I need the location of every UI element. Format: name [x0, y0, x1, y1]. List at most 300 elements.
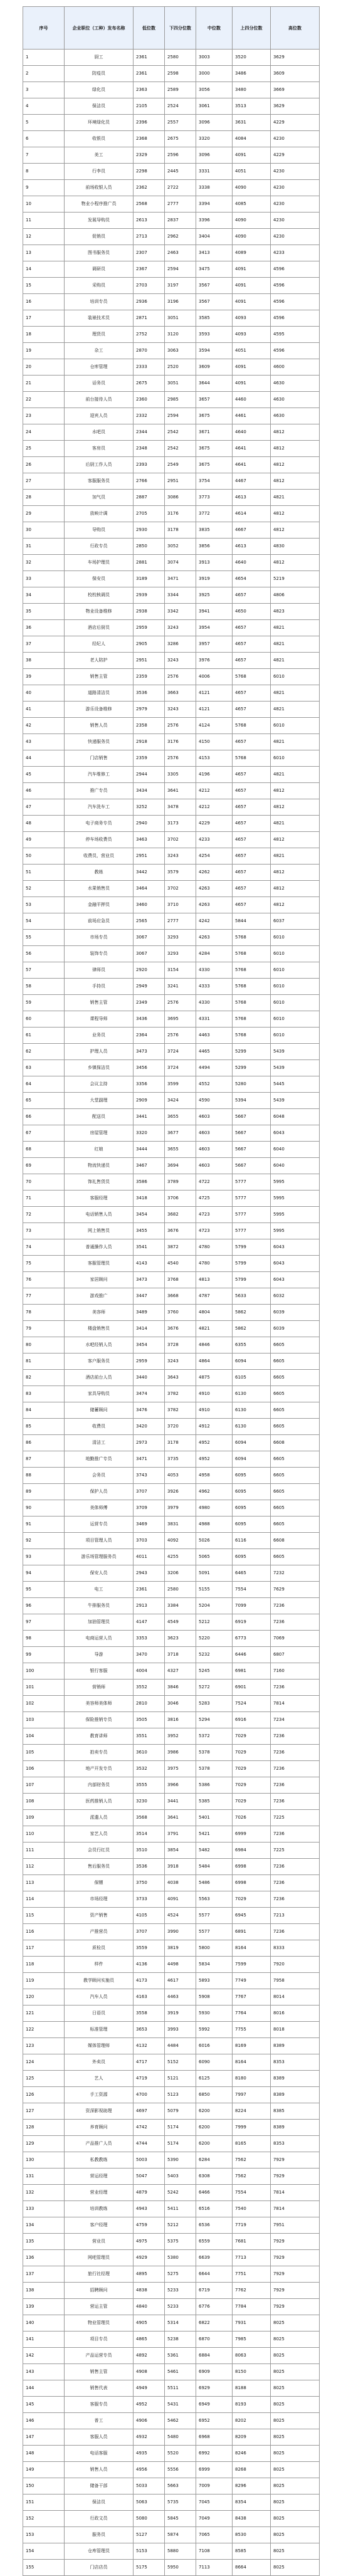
cell-lower-quartile: 5874 — [165, 2527, 196, 2543]
table-row — [23, 1451, 320, 1468]
cell-median: 4813 — [196, 1272, 233, 1288]
cell-serial: 58 — [23, 979, 65, 995]
cell-upper-quartile: 4051 — [233, 343, 271, 359]
cell-low: 2359 — [134, 750, 165, 767]
cell-median: 7108 — [196, 2543, 233, 2560]
cell-low: 3476 — [134, 1402, 165, 1419]
cell-lower-quartile: 3243 — [165, 1354, 196, 1370]
cell-serial: 90 — [23, 1500, 65, 1517]
table-row — [23, 2380, 320, 2397]
cell-median: 4196 — [196, 767, 233, 783]
cell-job-title: 客户服务员 — [65, 1354, 134, 1370]
table-row — [23, 1158, 320, 1174]
cell-lower-quartile: 3710 — [165, 897, 196, 913]
cell-serial: 148 — [23, 2446, 65, 2462]
cell-upper-quartile: 4093 — [233, 327, 271, 343]
cell-lower-quartile: 3676 — [165, 1223, 196, 1239]
cell-job-title: 房屋管理 — [65, 1125, 134, 1142]
cell-low: 2361 — [134, 50, 165, 66]
cell-lower-quartile: 3243 — [165, 620, 196, 636]
cell-job-title: 装饰专员 — [65, 946, 134, 962]
cell-low: 3558 — [134, 2006, 165, 2022]
cell-high: 4596 — [271, 310, 320, 327]
cell-median: 5294 — [196, 1712, 233, 1728]
cell-low: 3473 — [134, 1272, 165, 1288]
cell-serial: 116 — [23, 1924, 65, 1940]
cell-low: 4840 — [134, 2299, 165, 2315]
cell-lower-quartile: 3694 — [165, 1158, 196, 1174]
cell-lower-quartile: 3074 — [165, 555, 196, 571]
cell-lower-quartile: 2576 — [165, 669, 196, 685]
cell-lower-quartile: 2580 — [165, 50, 196, 66]
cell-serial: 146 — [23, 2413, 65, 2429]
cell-job-title: 水吧员 — [65, 424, 134, 441]
table-row — [23, 1696, 320, 1712]
cell-job-title: 经纪人 — [65, 636, 134, 653]
cell-low: 2979 — [134, 702, 165, 718]
cell-job-title: 家艺人员 — [65, 1826, 134, 1843]
cell-median: 4153 — [196, 750, 233, 767]
cell-high: 5439 — [271, 1093, 320, 1109]
cell-job-title: 物流快递员 — [65, 1158, 134, 1174]
cell-job-title: 销售代表 — [65, 2380, 134, 2397]
cell-job-title: 储蓄顾问 — [65, 1402, 134, 1419]
cell-serial: 23 — [23, 408, 65, 424]
cell-upper-quartile: 3631 — [233, 115, 271, 131]
cell-job-title: 课程导师 — [65, 1011, 134, 1028]
cell-median: 5155 — [196, 1582, 233, 1598]
cell-median: 4864 — [196, 1354, 233, 1370]
cell-median: 5232 — [196, 1647, 233, 1663]
cell-upper-quartile: 5799 — [233, 1272, 271, 1288]
cell-serial: 5 — [23, 115, 65, 131]
cell-low: 3610 — [134, 1745, 165, 1761]
cell-serial: 124 — [23, 2054, 65, 2071]
cell-upper-quartile: 4654 — [233, 571, 271, 587]
cell-high: 5995 — [271, 1191, 320, 1207]
cell-job-title: 保安人员 — [65, 1565, 134, 1582]
cell-low: 2752 — [134, 327, 165, 343]
cell-upper-quartile: 4093 — [233, 310, 271, 327]
cell-median: 4780 — [196, 1256, 233, 1272]
cell-lower-quartile: 5174 — [165, 2136, 196, 2152]
cell-lower-quartile: 2576 — [165, 750, 196, 767]
cell-median: 3754 — [196, 473, 233, 490]
cell-serial: 29 — [23, 506, 65, 522]
cell-upper-quartile: 8150 — [233, 2364, 271, 2380]
cell-high: 7160 — [271, 1663, 320, 1680]
cell-high: 7236 — [271, 1794, 320, 1810]
cell-median: 6516 — [196, 2201, 233, 2217]
cell-job-title: 地勤推广专员 — [65, 1451, 134, 1468]
cell-serial: 111 — [23, 1843, 65, 1859]
header-serial: 序号 — [23, 7, 65, 50]
cell-low: 4952 — [134, 2397, 165, 2413]
table-row — [23, 131, 320, 147]
cell-job-title: 汽车洗车工 — [65, 799, 134, 816]
cell-serial: 114 — [23, 1891, 65, 1908]
table-row — [23, 359, 320, 376]
cell-lower-quartile: 3178 — [165, 522, 196, 539]
cell-serial: 135 — [23, 2234, 65, 2250]
table-row — [23, 310, 320, 327]
cell-high: 7814 — [271, 1696, 320, 1712]
table-row — [23, 261, 320, 278]
cell-lower-quartile: 2598 — [165, 66, 196, 82]
cell-lower-quartile: 3789 — [165, 1174, 196, 1191]
cell-job-title: 仓库管理 — [65, 359, 134, 376]
cell-high: 7236 — [271, 1891, 320, 1908]
table-row — [23, 1044, 320, 1060]
table-row — [23, 1125, 320, 1142]
cell-upper-quartile: 5299 — [233, 1060, 271, 1076]
cell-upper-quartile: 4085 — [233, 196, 271, 213]
cell-lower-quartile: 5233 — [165, 2283, 196, 2299]
cell-high: 4821 — [271, 636, 320, 653]
cell-upper-quartile: 4613 — [233, 490, 271, 506]
cell-serial: 25 — [23, 441, 65, 457]
cell-high: 4821 — [271, 620, 320, 636]
cell-upper-quartile: 6094 — [233, 1451, 271, 1468]
cell-high: 5995 — [271, 1174, 320, 1191]
cell-job-title: 普工 — [65, 2413, 134, 2429]
table-row — [23, 865, 320, 881]
cell-low: 3555 — [134, 1777, 165, 1794]
cell-median: 4463 — [196, 1028, 233, 1044]
cell-low: 4742 — [134, 2120, 165, 2136]
cell-serial: 73 — [23, 1223, 65, 1239]
cell-low: 2881 — [134, 555, 165, 571]
table-row — [23, 2103, 320, 2120]
table-row — [23, 1060, 320, 1076]
cell-lower-quartile: 2596 — [165, 147, 196, 164]
cell-lower-quartile: 3305 — [165, 767, 196, 783]
cell-upper-quartile: 4613 — [233, 539, 271, 555]
cell-low: 4905 — [134, 2315, 165, 2332]
cell-low: 2348 — [134, 441, 165, 457]
cell-lower-quartile: 3643 — [165, 1370, 196, 1386]
cell-job-title: 教练 — [65, 865, 134, 881]
cell-median: 6822 — [196, 2315, 233, 2332]
cell-serial: 105 — [23, 1745, 65, 1761]
cell-job-title: 汽车维修工 — [65, 767, 134, 783]
table-row — [23, 1565, 320, 1582]
cell-serial: 127 — [23, 2103, 65, 2120]
table-row — [23, 2446, 320, 2462]
cell-job-title: 产推营员 — [65, 1924, 134, 1940]
cell-lower-quartile: 3718 — [165, 1647, 196, 1663]
cell-lower-quartile: 3831 — [165, 1517, 196, 1533]
cell-high: 4821 — [271, 816, 320, 832]
cell-job-title: 家居顾问 — [65, 1272, 134, 1288]
cell-job-title: 营业经理 — [65, 2185, 134, 2201]
cell-serial: 94 — [23, 1565, 65, 1582]
cell-low: 3067 — [134, 930, 165, 946]
table-row — [23, 2169, 320, 2185]
cell-high: 6010 — [271, 979, 320, 995]
cell-lower-quartile: 5174 — [165, 2120, 196, 2136]
cell-median: 4821 — [196, 1321, 233, 1337]
cell-serial: 99 — [23, 1647, 65, 1663]
table-row — [23, 98, 320, 115]
cell-low: 3442 — [134, 865, 165, 881]
cell-low: 2973 — [134, 1435, 165, 1451]
cell-serial: 52 — [23, 881, 65, 897]
cell-median: 4233 — [196, 832, 233, 848]
cell-median: 3061 — [196, 98, 233, 115]
cell-job-title: 保镖 — [65, 1875, 134, 1891]
cell-serial: 149 — [23, 2462, 65, 2478]
cell-low: 3434 — [134, 783, 165, 799]
cell-high: 7236 — [271, 1745, 320, 1761]
cell-lower-quartile: 2576 — [165, 995, 196, 1011]
cell-high: 4230 — [271, 180, 320, 196]
cell-job-title: 家具导购员 — [65, 1386, 134, 1402]
cell-job-title: 道路清洁员 — [65, 685, 134, 702]
cell-upper-quartile: 5768 — [233, 962, 271, 979]
cell-low: 2307 — [134, 245, 165, 261]
cell-job-title: 酒店前台人员 — [65, 1370, 134, 1386]
cell-upper-quartile: 4084 — [233, 131, 271, 147]
cell-serial: 109 — [23, 1810, 65, 1826]
cell-serial: 32 — [23, 555, 65, 571]
cell-median: 3976 — [196, 653, 233, 669]
table-row — [23, 1891, 320, 1908]
cell-lower-quartile: 2962 — [165, 229, 196, 245]
cell-job-title: 项目专员 — [65, 2332, 134, 2348]
cell-lower-quartile: 5663 — [165, 2478, 196, 2495]
table-row — [23, 50, 320, 66]
cell-lower-quartile: 3241 — [165, 979, 196, 995]
cell-median: 5372 — [196, 1728, 233, 1745]
cell-job-title: 发展导购员 — [65, 213, 134, 229]
table-row — [23, 1076, 320, 1093]
table-row — [23, 2332, 320, 2348]
cell-median: 5385 — [196, 1794, 233, 1810]
cell-median: 4262 — [196, 865, 233, 881]
cell-upper-quartile: 7562 — [233, 2152, 271, 2169]
cell-lower-quartile: 3063 — [165, 343, 196, 359]
table-row — [23, 604, 320, 620]
cell-serial: 60 — [23, 1011, 65, 1028]
cell-upper-quartile: 6916 — [233, 1712, 271, 1728]
cell-serial: 16 — [23, 294, 65, 310]
cell-serial: 68 — [23, 1142, 65, 1158]
cell-serial: 18 — [23, 327, 65, 343]
cell-high: 6032 — [271, 1288, 320, 1305]
cell-low: 4717 — [134, 2054, 165, 2071]
cell-low: 2909 — [134, 1093, 165, 1109]
cell-low: 3067 — [134, 946, 165, 962]
cell-job-title: 资产销售 — [65, 1908, 134, 1924]
cell-serial: 9 — [23, 180, 65, 196]
table-row — [23, 1011, 320, 1028]
cell-upper-quartile: 4090 — [233, 229, 271, 245]
cell-low: 3467 — [134, 1158, 165, 1174]
cell-upper-quartile: 4090 — [233, 180, 271, 196]
table-row — [23, 1663, 320, 1680]
cell-job-title: 培训教练 — [65, 2201, 134, 2217]
cell-low: 3454 — [134, 1207, 165, 1223]
table-row — [23, 1712, 320, 1728]
cell-high: 6010 — [271, 995, 320, 1011]
cell-lower-quartile: 2463 — [165, 245, 196, 261]
cell-low: 4975 — [134, 2234, 165, 2250]
cell-serial: 13 — [23, 245, 65, 261]
cell-high: 8025 — [271, 2364, 320, 2380]
cell-lower-quartile: 3641 — [165, 783, 196, 799]
cell-median: 4910 — [196, 1402, 233, 1419]
table-row — [23, 1484, 320, 1500]
cell-low: 3473 — [134, 1044, 165, 1060]
cell-low: 3709 — [134, 1500, 165, 1517]
cell-median: 3396 — [196, 213, 233, 229]
cell-job-title: 项目管理人员 — [65, 1533, 134, 1549]
cell-job-title: 产品运营专员 — [65, 2348, 134, 2364]
cell-low: 2951 — [134, 653, 165, 669]
cell-low: 3586 — [134, 1174, 165, 1191]
cell-lower-quartile: 3046 — [165, 1696, 196, 1712]
cell-high: 4812 — [271, 783, 320, 799]
cell-job-title: 售后服务员 — [65, 1859, 134, 1875]
cell-median: 6776 — [196, 2299, 233, 2315]
cell-lower-quartile: 2777 — [165, 913, 196, 930]
cell-serial: 126 — [23, 2087, 65, 2103]
cell-lower-quartile: 3478 — [165, 799, 196, 816]
table-row — [23, 2283, 320, 2299]
cell-serial: 46 — [23, 783, 65, 799]
cell-lower-quartile: 4484 — [165, 2038, 196, 2054]
cell-lower-quartile: 3918 — [165, 1859, 196, 1875]
table-row — [23, 457, 320, 473]
cell-high: 6605 — [271, 1370, 320, 1386]
cell-upper-quartile: 7751 — [233, 2266, 271, 2283]
table-row — [23, 1272, 320, 1288]
cell-lower-quartile: 3952 — [165, 1728, 196, 1745]
table-row — [23, 1517, 320, 1533]
cell-serial: 152 — [23, 2511, 65, 2527]
cell-median: 6992 — [196, 2446, 233, 2462]
cell-high: 8025 — [271, 2446, 320, 2462]
cell-median: 5245 — [196, 1663, 233, 1680]
cell-low: 2565 — [134, 913, 165, 930]
cell-low: 3189 — [134, 571, 165, 587]
cell-lower-quartile: 2594 — [165, 408, 196, 424]
cell-high: 4630 — [271, 392, 320, 408]
cell-high: 7236 — [271, 1777, 320, 1794]
cell-upper-quartile: 3513 — [233, 98, 271, 115]
cell-serial: 130 — [23, 2152, 65, 2169]
cell-serial: 70 — [23, 1174, 65, 1191]
cell-low: 2959 — [134, 1354, 165, 1370]
table-row — [23, 196, 320, 213]
cell-lower-quartile: 3975 — [165, 1761, 196, 1777]
cell-high: 6605 — [271, 1517, 320, 1533]
cell-lower-quartile: 5121 — [165, 2071, 196, 2087]
cell-upper-quartile: 4460 — [233, 392, 271, 408]
cell-high: 4596 — [271, 278, 320, 294]
cell-serial: 100 — [23, 1663, 65, 1680]
cell-median: 6090 — [196, 2054, 233, 2071]
cell-lower-quartile: 3197 — [165, 278, 196, 294]
cell-lower-quartile: 3724 — [165, 1044, 196, 1060]
cell-serial: 93 — [23, 1549, 65, 1565]
cell-job-title: 校校核调员 — [65, 587, 134, 604]
cell-median: 6999 — [196, 2462, 233, 2478]
cell-serial: 38 — [23, 653, 65, 669]
cell-serial: 91 — [23, 1517, 65, 1533]
cell-median: 5421 — [196, 1826, 233, 1843]
cell-median: 5386 — [196, 1777, 233, 1794]
cell-median: 5378 — [196, 1761, 233, 1777]
cell-low: 3441 — [134, 1109, 165, 1125]
cell-serial: 97 — [23, 1614, 65, 1631]
cell-lower-quartile: 2520 — [165, 359, 196, 376]
cell-median: 6200 — [196, 2136, 233, 2152]
cell-high: 4230 — [271, 229, 320, 245]
cell-job-title: 金融平押员 — [65, 897, 134, 913]
cell-lower-quartile: 3720 — [165, 1419, 196, 1435]
cell-median: 4722 — [196, 1174, 233, 1191]
cell-lower-quartile: 3342 — [165, 604, 196, 620]
cell-job-title: 教学顾问实施员 — [65, 1973, 134, 1989]
cell-low: 2333 — [134, 359, 165, 376]
cell-upper-quartile: 5777 — [233, 1174, 271, 1191]
cell-lower-quartile: 3623 — [165, 1631, 196, 1647]
cell-low: 4892 — [134, 2348, 165, 2364]
cell-low: 2359 — [134, 669, 165, 685]
cell-low: 2349 — [134, 995, 165, 1011]
cell-low: 4879 — [134, 2185, 165, 2201]
cell-median: 3957 — [196, 636, 233, 653]
cell-high: 4812 — [271, 424, 320, 441]
cell-lower-quartile: 3724 — [165, 1060, 196, 1076]
cell-serial: 57 — [23, 962, 65, 979]
cell-median: 5577 — [196, 1924, 233, 1940]
cell-median: 4263 — [196, 930, 233, 946]
cell-high: 6605 — [271, 1484, 320, 1500]
cell-upper-quartile: 6130 — [233, 1419, 271, 1435]
cell-high: 4600 — [271, 359, 320, 376]
cell-low: 2329 — [134, 147, 165, 164]
table-row — [23, 1940, 320, 1957]
cell-upper-quartile: 5768 — [233, 979, 271, 995]
cell-lower-quartile: 3441 — [165, 1794, 196, 1810]
cell-serial: 35 — [23, 604, 65, 620]
cell-low: 5127 — [134, 2527, 165, 2543]
cell-upper-quartile: 6984 — [233, 1843, 271, 1859]
cell-low: 3456 — [134, 1060, 165, 1076]
table-row — [23, 653, 320, 669]
cell-upper-quartile: 4657 — [233, 702, 271, 718]
cell-serial: 53 — [23, 897, 65, 913]
cell-serial: 39 — [23, 669, 65, 685]
cell-upper-quartile: 7931 — [233, 2315, 271, 2332]
cell-median: 3644 — [196, 376, 233, 392]
cell-high: 8025 — [271, 2560, 320, 2576]
cell-serial: 108 — [23, 1794, 65, 1810]
table-row — [23, 2462, 320, 2478]
cell-high: 6010 — [271, 750, 320, 767]
cell-upper-quartile: 6095 — [233, 1468, 271, 1484]
cell-median: 6952 — [196, 2413, 233, 2429]
cell-high: 4233 — [271, 245, 320, 261]
cell-lower-quartile: 3854 — [165, 1843, 196, 1859]
cell-job-title: 私教教练 — [65, 2152, 134, 2169]
cell-job-title: 内部财务员 — [65, 1777, 134, 1794]
cell-job-title: 样件 — [65, 1957, 134, 1973]
cell-high: 8025 — [271, 2348, 320, 2364]
